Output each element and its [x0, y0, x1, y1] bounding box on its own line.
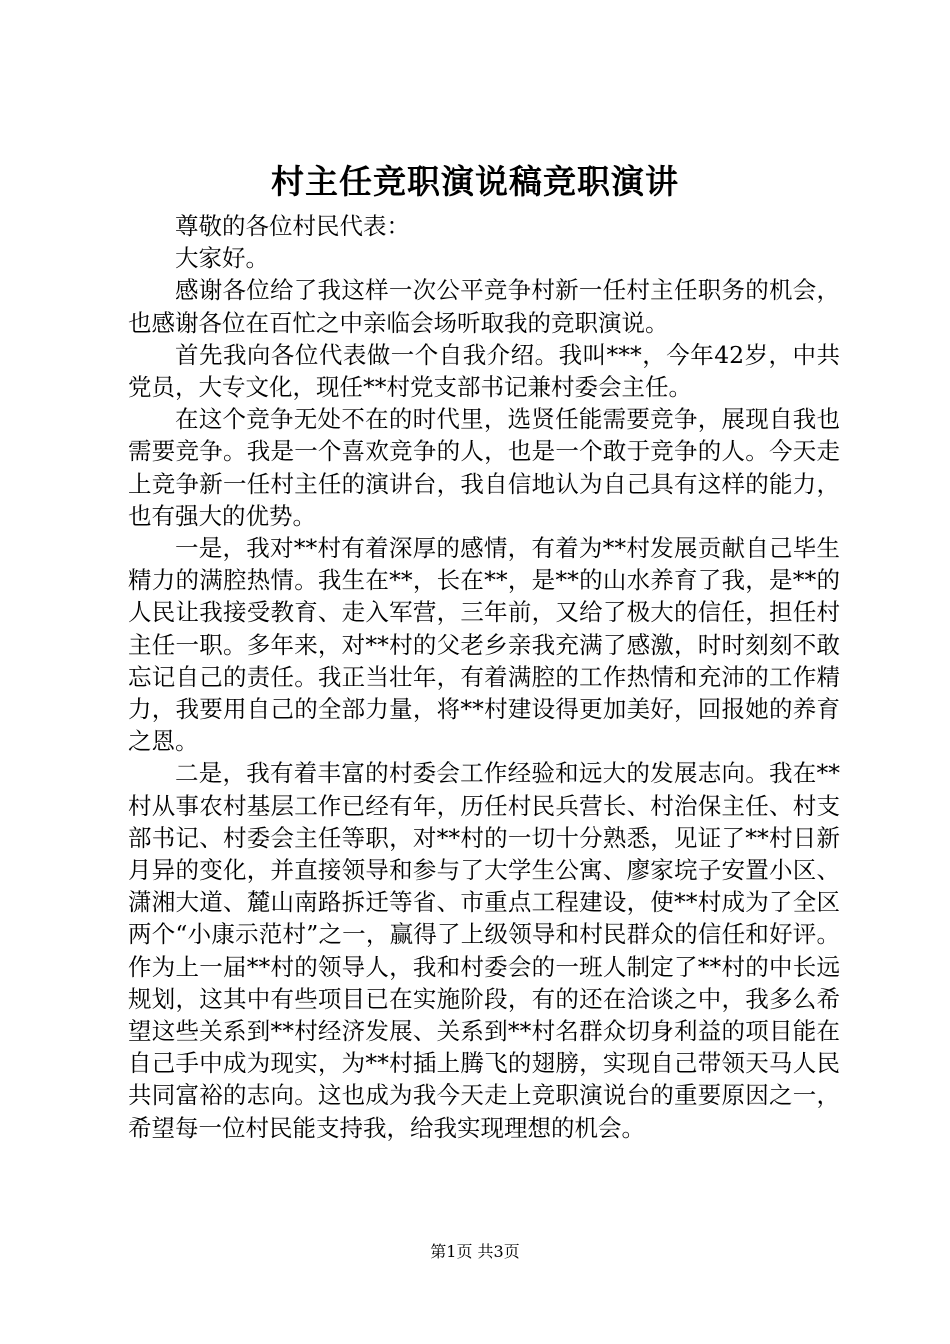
greeting: 大家好。	[175, 244, 269, 273]
paragraph-introduction: 首先我向各位代表做一个自我介绍。我叫***，今年42岁，中共党员，大专文化，现任**村党支部书记兼村委会主任。	[128, 340, 840, 402]
paragraph-point-two: 二是，我有着丰富的村委会工作经验和远大的发展志向。我在**村从事农村基层工作已经有年，历任村民兵营长、村治保主任、村支部书记、村委会主任等职，对**村的一切十分熟悉，见证了**村日新月异的变化，并直接领导和参与了大学生公寓、廖家垸子安置小区、潇湘大道、麓山南路拆迁等省、市重点工程建设，使**村成为了全区两个“小康示范村”之一，赢得了上级领导和村民群众的信任和好评。作为上一届**村的领导人，我和村委会的一班人制定了**村的中长远规划，这其中有些项目已在实施阶段，有的还在洽谈之中，我多么希望这些关系到**村经济发展、关系到**村名群众切身利益的项目能在自己手中成为现实，为**村插上腾飞的翅膀，实现自己带领天马人民共同富裕的志向。这也成为我今天走上竞职演说台的重要原因之一，希望每一位村民能支持我，给我实现理想的机会。	[128, 759, 840, 1142]
paragraph-competition: 在这个竞争无处不在的时代里，选贤任能需要竞争，展现自我也需要竞争。我是一个喜欢竞争的人，也是一个敢于竞争的人。今天走上竞争新一任村主任的演讲台，我自信地认为自己具有这样的能力，也有强大的优势。	[128, 405, 840, 530]
document-body	[128, 210, 840, 1144]
document-title: 村主任竞职演说稿竞职演讲	[271, 162, 679, 201]
page-number-footer: 第1页 共3页	[430, 1242, 520, 1261]
salutation: 尊敬的各位村民代表：	[175, 212, 410, 240]
paragraph-thanks: 感谢各位给了我这样一次公平竞争村新一任村主任职务的机会，也感谢各位在百忙之中亲临会场听取我的竞职演说。	[128, 276, 840, 337]
paragraph-point-one: 一是，我对**村有着深厚的感情，有着为**村发展贡献自己毕生精力的满腔热情。我生在**，长在**，是**的山水养育了我，是**的人民让我接受教育、走入军营，三年前，又给了极大的信任，担任村主任一职。多年来，对**村的父老乡亲我充满了感激，时时刻刻不敢忘记自己的责任。我正当壮年，有着满腔的工作热情和充沛的工作精力，我要用自己的全部力量，将**村建设得更加美好，回报她的养育之恩。	[128, 534, 840, 756]
